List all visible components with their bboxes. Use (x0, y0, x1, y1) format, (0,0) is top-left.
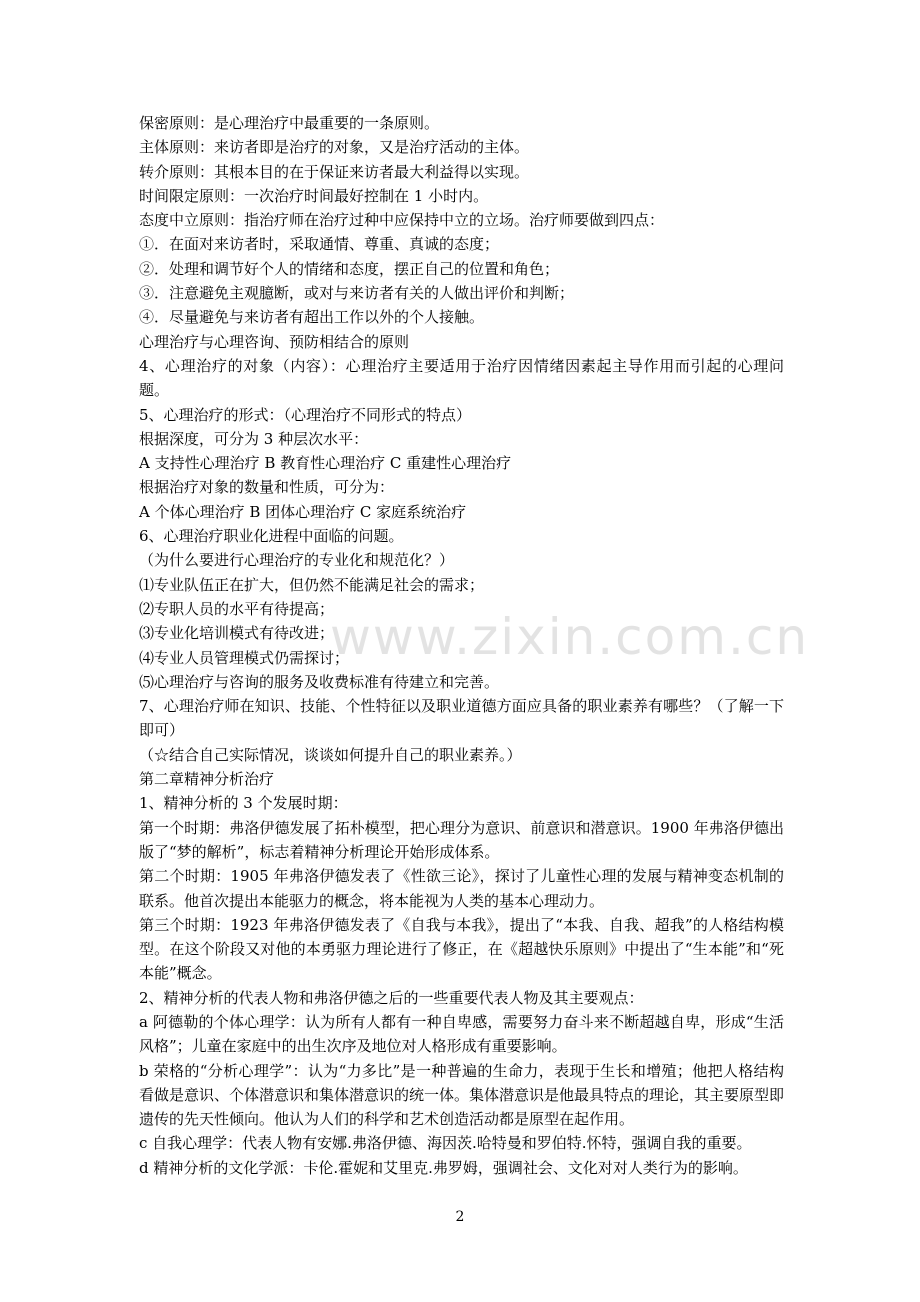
list-item: ⑴专业队伍正在扩大，但仍然不能满足社会的需求； (139, 575, 485, 594)
paragraph: （☆结合自己实际情况，谈谈如何提升自己的职业素养。） (139, 745, 522, 764)
paragraph: 时间限定原则：一次治疗时间最好控制在 1 小时内。 (139, 186, 489, 205)
paragraph: 保密原则：是心理治疗中最重要的一条原则。 (139, 114, 440, 132)
paragraph: d 精神分析的文化学派：卡伦.霍妮和艾里克.弗罗姆，强调社会、文化对对人类行为的影响。 (139, 1158, 748, 1177)
page-number: 2 (455, 1209, 465, 1225)
list-item: ①．在面对来访者时，采取通情、尊重、真诚的态度； (139, 235, 500, 254)
paragraph: 转介原则：其根本目的在于保证来访者最大利益得以实现。 (139, 162, 530, 181)
paragraph: a 阿德勒的个体心理学：认为所有人都有一种自卑感，需要努力奋斗来不断超越自卑，形成“生活风格”；儿童在家庭中的出生次序及地位对人格形成有重要影响。 (139, 1012, 784, 1056)
section-heading: 7、心理治疗师在知识、技能、个性特征以及职业道德方面应具备的职业素养有哪些？（了解一下即可） (139, 697, 784, 740)
list-item: ④．尽量避免与来访者有超出工作以外的个人接触。 (139, 308, 485, 327)
paragraph: （为什么要进行心理治疗的专业化和规范化？） (139, 551, 455, 570)
paragraph: 心理治疗与心理咨询、预防相结合的原则 (139, 332, 410, 351)
paragraph: 根据深度，可分为 3 种层次水平： (139, 429, 369, 448)
paragraph: 主体原则：来访者即是治疗的对象，又是治疗活动的主体。 (139, 138, 530, 157)
paragraph: 根据治疗对象的数量和性质，可分为： (139, 478, 395, 497)
paragraph: 第三个时期：1923 年弗洛伊德发表了《自我与本我》，提出了“本我、自我、超我”的人格结构模型。在这个阶段又对他的本勇驱力理论进行了修正，在《超越快乐原则》中提出了“生本能”和“死本能”概念。 (139, 915, 784, 983)
list-item: ⑷专业人员管理模式仍需探讨； (139, 648, 350, 667)
paragraph: c 自我心理学：代表人物有安娜.弗洛伊德、海因茨.哈特曼和罗伯特.怀特，强调自我的重要。 (139, 1134, 752, 1153)
section-heading: 6、心理治疗职业化进程中面临的问题。 (139, 527, 404, 546)
list-item: ③．注意避免主观臆断，或对与来访者有关的人做出评价和判断； (139, 284, 575, 303)
list-item: ②．处理和调节好个人的情绪和态度，摆正自己的位置和角色； (139, 259, 560, 278)
paragraph: b 荣格的“分析心理学”：认为“力多比”是一种普遍的生命力，表现于生长和增殖；他把人格结构看做是意识、个体潜意识和集体潜意识的统一体。集体潜意识是他最具特点的理论，其主要原型即遗传的先天性倾向。他认为人们的科学和艺术创造活动都是原型在起作用。 (139, 1061, 785, 1129)
chapter-heading: 第二章精神分析治疗 (139, 770, 275, 789)
paragraph: A 支持性心理治疗 B 教育性心理治疗 C 重建性心理治疗 (139, 454, 512, 473)
body-text (139, 111, 784, 1180)
watermark: www.zixin.com.cn (330, 608, 810, 666)
list-item: ⑶专业化培训模式有待改进； (139, 624, 335, 643)
paragraph: 第二个时期：1905 年弗洛伊德发表了《性欲三论》，探讨了儿童性心理的发展与精神变态机制的联系。他首次提出本能驱力的概念，将本能视为人类的基本心理动力。 (139, 867, 784, 910)
section-heading: 4、心理治疗的对象（内容）：心理治疗主要适用于治疗因情绪因素起主导作用而引起的心理问题。 (139, 356, 784, 400)
list-item: ⑵专职人员的水平有待提高； (139, 599, 335, 618)
list-item: ⑸心理治疗与咨询的服务及收费标准有待建立和完善。 (139, 672, 500, 691)
paragraph: A 个体心理治疗 B 团体心理治疗 C 家庭系统治疗 (139, 502, 467, 521)
section-heading: 5、心理治疗的形式：（心理治疗不同形式的特点） (139, 405, 472, 424)
paragraph: 第一个时期：弗洛伊德发展了拓朴模型，把心理分为意识、前意识和潜意识。1900 年弗洛伊德出版了“梦的解析”，标志着精神分析理论开始形成体系。 (139, 818, 784, 861)
paragraph: 态度中立原则：指治疗师在治疗过种中应保持中立的立场。治疗师要做到四点： (139, 211, 665, 230)
section-heading: 2、精神分析的代表人物和弗洛伊德之后的一些重要代表人物及其主要观点： (139, 988, 644, 1007)
section-heading: 1、精神分析的 3 个发展时期： (139, 794, 348, 813)
